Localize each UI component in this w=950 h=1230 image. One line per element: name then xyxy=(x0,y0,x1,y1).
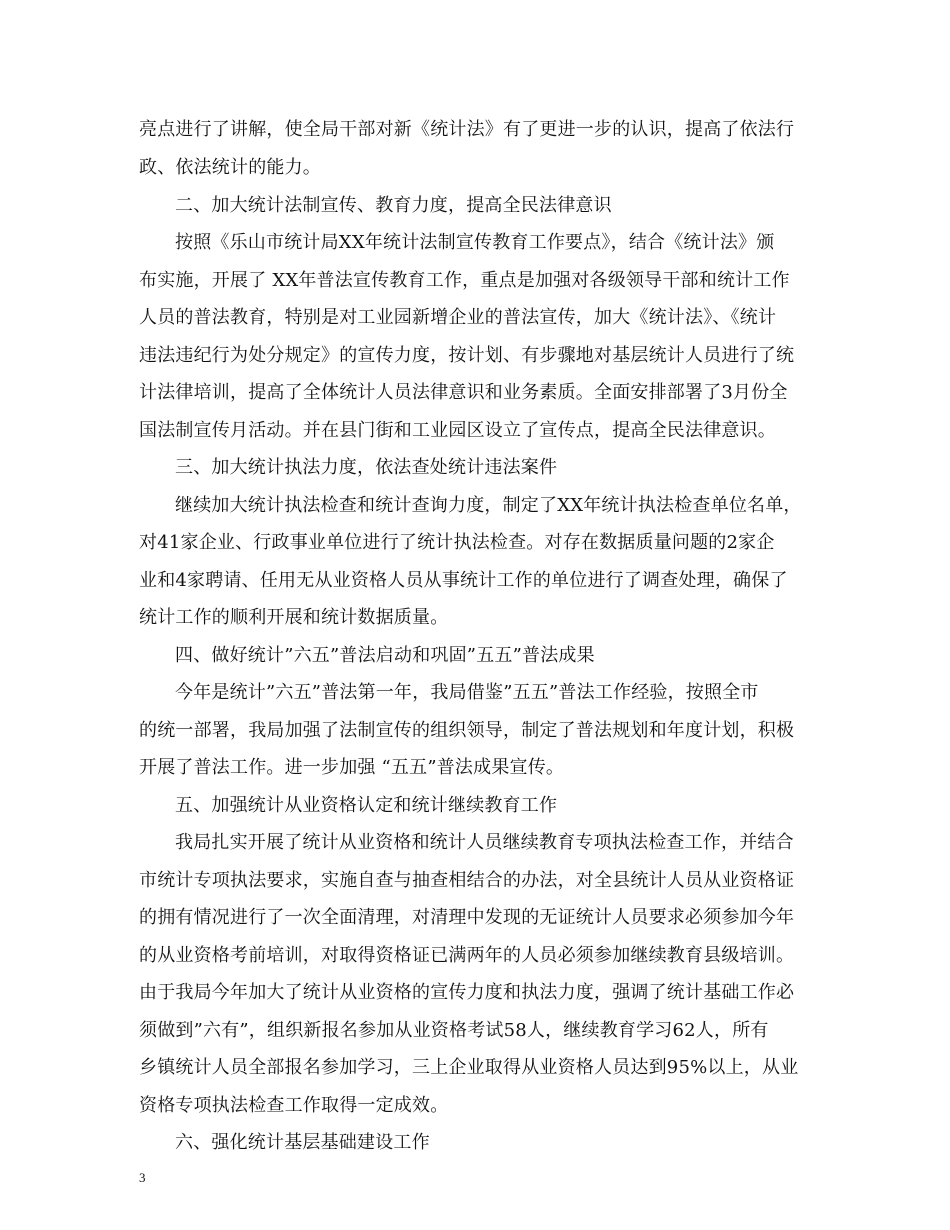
body-line: 由于我局今年加大了统计从业资格的宣传力度和执法力度，强调了统计基础工作必 xyxy=(139,982,795,1003)
body-line: 亮点进行了讲解，使全局干部对新《统计法》有了更进一步的认识，提高了依法行 xyxy=(139,119,795,140)
body-line: 政、依法统计的能力。 xyxy=(139,157,321,178)
body-line: 继续加大统计执法检查和统计查询力度，制定了XX年统计执法检查单位名单， xyxy=(175,495,802,516)
body-line: 国法制宣传月活动。并在县门街和工业园区设立了宣传点，提高全民法律意识。 xyxy=(139,420,776,441)
body-line: 的统一部署，我局加强了法制宣传的组织领导，制定了普法规划和年度计划，积极 xyxy=(139,720,795,741)
body-line: 业和4家聘请、任用无从业资格人员从事统计工作的单位进行了调查处理，确保了 xyxy=(139,570,788,591)
body-line: 计法律培训，提高了全体统计人员法律意识和业务素质。全面安排部署了3月份全 xyxy=(139,382,788,403)
body-line: 对41家企业、行政事业单位进行了统计执法检查。对存在数据质量问题的2家企 xyxy=(139,532,775,553)
section-heading: 二、加大统计法制宣传、教育力度，提高全民法律意识 xyxy=(175,195,612,216)
body-line: 我局扎实开展了统计从业资格和统计人员继续教育专项执法检查工作，并结合 xyxy=(175,832,794,853)
section-heading: 三、加大统计执法力度，依法查处统计违法案件 xyxy=(175,457,558,478)
section-heading: 四、做好统计”六五”普法启动和巩固”五五”普法成果 xyxy=(175,645,595,666)
body-line: 按照《乐山市统计局XX年统计法制宣传教育工作要点》，结合《统计法》颁 xyxy=(175,232,775,253)
body-line: 须做到”六有”，组织新报名参加从业资格考试58人，继续教育学习62人，所有 xyxy=(139,1020,769,1041)
body-line: 今年是统计”六五”普法第一年，我局借鉴”五五”普法工作经验，按照全市 xyxy=(175,682,759,703)
body-line: 市统计专项执法要求，实施自查与抽查相结合的办法，对全县统计人员从业资格证 xyxy=(139,870,795,891)
section-heading: 五、加强统计从业资格认定和统计继续教育工作 xyxy=(175,795,558,816)
body-line: 开展了普法工作。进一步加强 “五五”普法成果宣传。 xyxy=(139,757,565,778)
body-line: 统计工作的顺利开展和统计数据质量。 xyxy=(139,607,449,628)
body-line: 资格专项执法检查工作取得一定成效。 xyxy=(139,1095,449,1116)
body-line: 乡镇统计人员全部报名参加学习，三上企业取得从业资格人员达到95%以上，从业 xyxy=(139,1057,799,1078)
body-line: 布实施，开展了 XX年普法宣传教育工作，重点是加强对各级领导干部和统计工作 xyxy=(139,270,790,291)
body-line: 人员的普法教育，特别是对工业园新增企业的普法宣传，加大《统计法》、《统计 xyxy=(139,307,777,328)
body-line: 违法违纪行为处分规定》的宣传力度，按计划、有步骤地对基层统计人员进行了统 xyxy=(139,345,795,366)
body-line: 的拥有情况进行了一次全面清理，对清理中发现的无证统计人员要求必须参加今年 xyxy=(139,907,795,928)
body-line: 的从业资格考前培训，对取得资格证已满两年的人员必须参加继续教育县级培训。 xyxy=(139,945,795,966)
page-number: 3 xyxy=(139,1170,146,1185)
section-heading: 六、强化统计基层基础建设工作 xyxy=(175,1132,430,1153)
